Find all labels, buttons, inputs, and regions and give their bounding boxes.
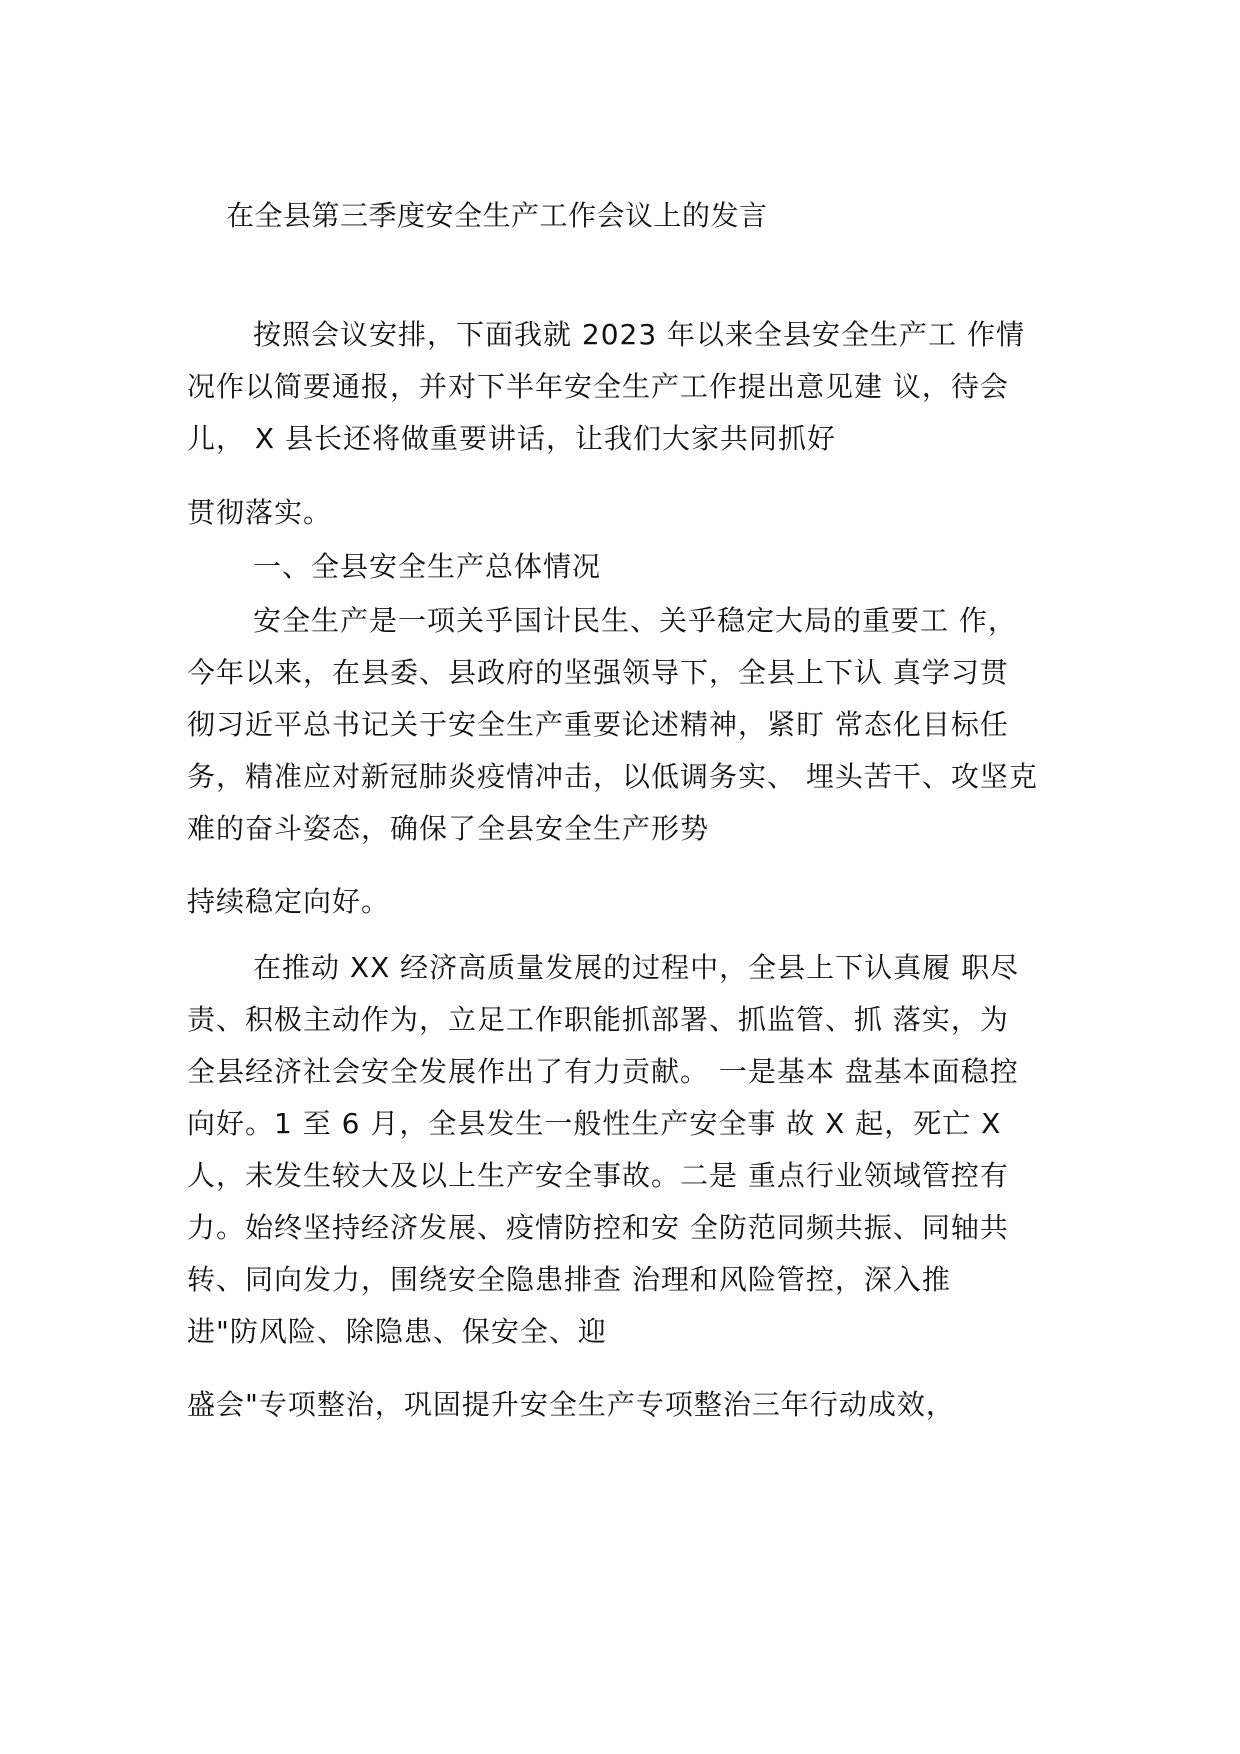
paragraph-line: 持续稳定向好。 — [187, 885, 391, 918]
paragraph-line: 转、同向发力，围绕安全隐患排查 治理和风险管控，深入推 — [187, 1263, 951, 1296]
paragraph-line: 盛会"专项整治，巩固提升安全生产专项整治三年行动成效， — [187, 1388, 955, 1421]
paragraph-line: 安全生产是一项关乎国计民生、关乎稳定大局的重要工 作， — [253, 604, 1017, 637]
paragraph-line: 难的奋斗姿态，确保了全县安全生产形势 — [187, 812, 710, 845]
paragraph-line: 彻习近平总书记关于安全生产重要论述精神，紧盯 常态化目标任 — [187, 708, 1009, 741]
section-heading: 一、全县安全生产总体情况 — [253, 550, 602, 583]
paragraph-line: 责、积极主动作为，立足工作职能抓部署、抓监管、抓 落实，为 — [187, 1003, 1009, 1036]
paragraph-line: 今年以来，在县委、县政府的坚强领导下，全县上下认 真学习贯 — [187, 656, 1009, 689]
paragraph-line: 在推动 XX 经济高质量发展的过程中，全县上下认真履 职尽 — [253, 951, 1020, 984]
paragraph-line: 务，精准应对新冠肺炎疫情冲击，以低调务实、 埋头苦干、攻坚克 — [187, 760, 1038, 793]
paragraph-line: 人，未发生较大及以上生产安全事故。二是 重点行业领域管控有 — [187, 1159, 1009, 1192]
paragraph-line: 按照会议安排，下面我就 2023 年以来全县安全生产工 作情 — [253, 318, 1025, 351]
paragraph-line: 向好。1 至 6 月，全县发生一般性生产安全事 故 X 起，死亡 X — [187, 1107, 1002, 1140]
paragraph-line: 进"防风险、除隐患、保安全、迎 — [187, 1315, 607, 1348]
paragraph-line: 全县经济社会安全发展作出了有力贡献。 一是基本 盘基本面稳控 — [187, 1055, 1019, 1088]
document-title: 在全县第三季度安全生产工作会议上的发言 — [226, 199, 768, 232]
paragraph-line: 力。始终坚持经济发展、疫情防控和安 全防范同频共振、同轴共 — [187, 1211, 1009, 1244]
paragraph-line: 儿， X 县长还将做重要讲话，让我们大家共同抓好 — [187, 422, 836, 455]
paragraph-line: 贯彻落实。 — [187, 496, 333, 529]
paragraph-line: 况作以简要通报，并对下半年安全生产工作提出意见建 议，待会 — [187, 370, 1009, 403]
